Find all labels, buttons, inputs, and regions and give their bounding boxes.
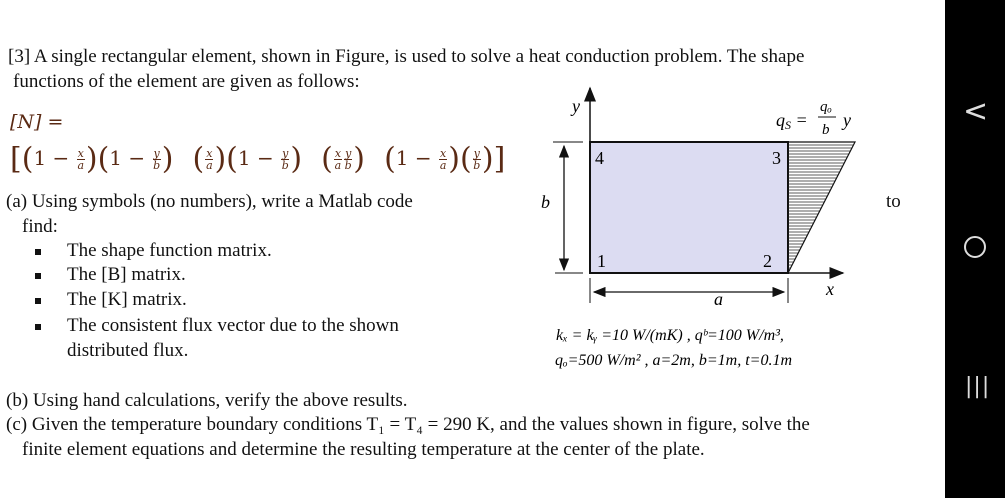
params-line-1: kₓ = kᵧ =10 W/(mK) , qᵇ=100 W/m³,	[556, 327, 784, 344]
intro-line-1: [3] A single rectangular element, shown in Figure, is used to solve a heat conduction problem. The shape	[8, 46, 805, 67]
node-2: 2	[763, 251, 772, 271]
params-line-2: qₒ=500 W/m² , a=2m, b=1m, t=0.1m	[555, 352, 792, 369]
y-label: y	[572, 96, 580, 116]
node-3: 3	[772, 148, 781, 168]
intro-line-2: functions of the element are given as follows:	[13, 71, 360, 92]
n-label: [N] =	[10, 111, 64, 133]
home-icon[interactable]	[964, 236, 986, 258]
recent-apps-icon[interactable]: |||	[965, 374, 991, 399]
back-icon[interactable]: <	[963, 94, 989, 129]
a-label: a	[714, 289, 723, 309]
qs-denominator: b	[822, 122, 830, 138]
bullet-item: The consistent flux vector due to the shown	[67, 315, 399, 336]
bullet-item-cont: distributed flux.	[67, 340, 189, 361]
part-b: (b) Using hand calculations, verify the above results.	[6, 390, 408, 411]
part-a-to: to	[886, 191, 901, 212]
android-nav-bar	[945, 0, 1005, 498]
bullet-item: The shape function matrix.	[67, 240, 272, 261]
node-4: 4	[595, 148, 604, 168]
element-rect	[590, 142, 788, 273]
node-1: 1	[597, 251, 606, 271]
qs-y: y	[843, 110, 851, 130]
part-c-line-1: (c) Given the temperature boundary conditions T₁ = T₄ = 290 K, and the values shown in figure, solve the	[6, 414, 810, 435]
part-a-line-1: (a) Using symbols (no numbers), write a Matlab code	[6, 191, 413, 212]
qs-formula: qS =	[776, 110, 808, 132]
flux-distribution	[788, 142, 855, 273]
x-label: x	[826, 279, 834, 299]
b-label: b	[541, 192, 550, 212]
bullet-item: The [B] matrix.	[67, 264, 186, 285]
bullet-item: The [K] matrix.	[67, 289, 187, 310]
qs-numerator: qₒ	[820, 99, 832, 115]
shape-function-matrix: [(1 − $\frac{x}{a}$ )(1 − $\frac{y}{b}$ ) ( $\frac{x}{a}$ )(1 − $\frac{y}{b}$ ) ( $\frac{x}{a}$ $\frac{y}{b}$ ) (1 − $\frac{x}{a}$ )( $\frac{y}{b}$ )]	[10, 141, 506, 177]
part-a-line-2: find:	[22, 216, 58, 237]
part-c-line-2: finite element equations and determine the resulting temperature at the center of the plate.	[22, 439, 705, 460]
